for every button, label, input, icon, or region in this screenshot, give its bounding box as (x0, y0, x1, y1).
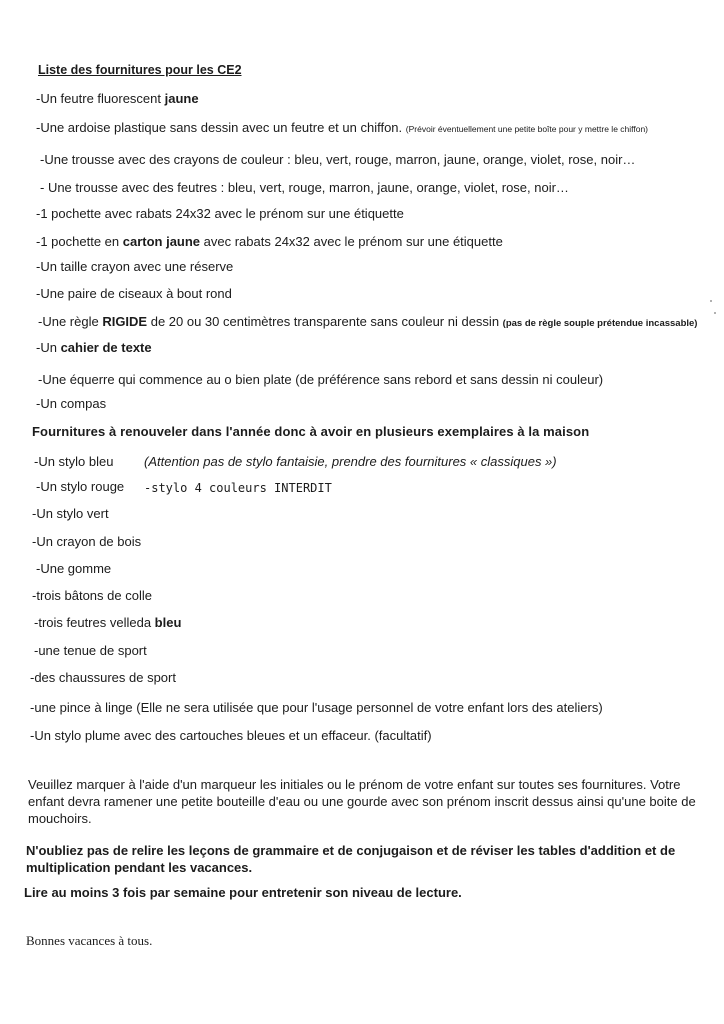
section-heading: Fournitures à renouveler dans l'année donc à avoir en plusieurs exemplaires à la maison (32, 424, 590, 439)
list-item (36, 234, 503, 250)
paragraph-line: N'oubliez pas de relire les leçons de grammaire et de conjugaison et de réviser les tables d'addition et de (26, 843, 676, 858)
list-item: -Un stylo bleu (34, 454, 114, 469)
list-item: -Un crayon de bois (32, 534, 142, 549)
list-item: -des chaussures de sport (30, 670, 176, 685)
item-note: (pas de règle souple prétendue incassable) (502, 318, 698, 329)
item-note: (Prévoir éventuellement une petite boîte pour y mettre le chiffon) (405, 124, 649, 134)
item-text: avec rabats 24x32 avec le prénom sur une étiquette (200, 234, 503, 249)
list-item (36, 340, 152, 356)
list-item: -Une trousse avec des crayons de couleur : bleu, vert, rouge, marron, jaune, orange, violet, rose, noir… (40, 152, 636, 167)
item-text: -Une ardoise plastique sans dessin avec un feutre et un chiffon. (36, 120, 403, 135)
scan-speck (714, 312, 716, 314)
item-text: -Un feutre fluorescent (36, 91, 165, 106)
page-title: Liste des fournitures pour les CE2 (38, 63, 242, 77)
item-bold: bleu (154, 615, 182, 630)
reading-paragraph: Lire au moins 3 fois par semaine pour entretenir son niveau de lecture. (24, 885, 462, 900)
list-item (36, 120, 648, 137)
list-item: -une pince à linge (Elle ne sera utilisée que pour l'usage personnel de votre enfant lors des ateliers) (30, 700, 603, 715)
list-item: - Une trousse avec des feutres : bleu, vert, rouge, marron, jaune, orange, violet, rose, noir… (40, 180, 569, 195)
item-bold: carton jaune (122, 234, 201, 249)
list-item: -Un taille crayon avec une réserve (36, 259, 234, 274)
list-item: -trois bâtons de colle (32, 588, 152, 603)
info-paragraph (28, 776, 708, 827)
reminder-paragraph (26, 842, 706, 876)
item-text: -Une règle (38, 314, 103, 329)
item-bold: cahier de texte (60, 340, 152, 355)
item-text: -trois feutres velleda (34, 615, 155, 630)
list-item: -Un stylo vert (32, 506, 109, 521)
closing-text: Bonnes vacances à tous. (26, 933, 153, 948)
item-bold: RIGIDE (102, 314, 148, 329)
scan-speck (710, 300, 712, 302)
list-item: -Un compas (36, 396, 107, 411)
paragraph-line: mouchoirs. (28, 811, 92, 826)
item-note: -stylo 4 couleurs INTERDIT (144, 481, 332, 495)
item-text: de 20 ou 30 centimètres transparente sans couleur ni dessin (147, 314, 503, 329)
list-item: -Un stylo rouge (36, 479, 125, 494)
item-note: (Attention pas de stylo fantaisie, prendre des fournitures « classiques ») (144, 454, 557, 469)
item-text: -1 pochette en (36, 234, 123, 249)
list-item: -une tenue de sport (34, 643, 147, 658)
item-text: -Un (36, 340, 61, 355)
list-item (36, 91, 199, 107)
paragraph-line: multiplication pendant les vacances. (26, 860, 253, 875)
list-item: -Une gomme (36, 561, 112, 576)
list-item (38, 314, 697, 332)
list-item: -1 pochette avec rabats 24x32 avec le prénom sur une étiquette (36, 206, 404, 221)
list-item: -Une équerre qui commence au o bien plate (de préférence sans rebord et sans dessin ni couleur) (38, 372, 604, 387)
list-item (34, 615, 181, 631)
paragraph-line: Veuillez marquer à l'aide d'un marqueur les initiales ou le prénom de votre enfant sur toutes ses fournitures. Votre (28, 777, 681, 792)
list-item: -Une paire de ciseaux à bout rond (36, 286, 232, 301)
item-bold: jaune (164, 91, 199, 106)
paragraph-line: enfant devra ramener une petite bouteille d'eau ou une gourde avec son prénom inscrit dessus ainsi qu'une boite de (28, 794, 696, 809)
list-item: -Un stylo plume avec des cartouches bleues et un effaceur. (facultatif) (30, 728, 432, 743)
